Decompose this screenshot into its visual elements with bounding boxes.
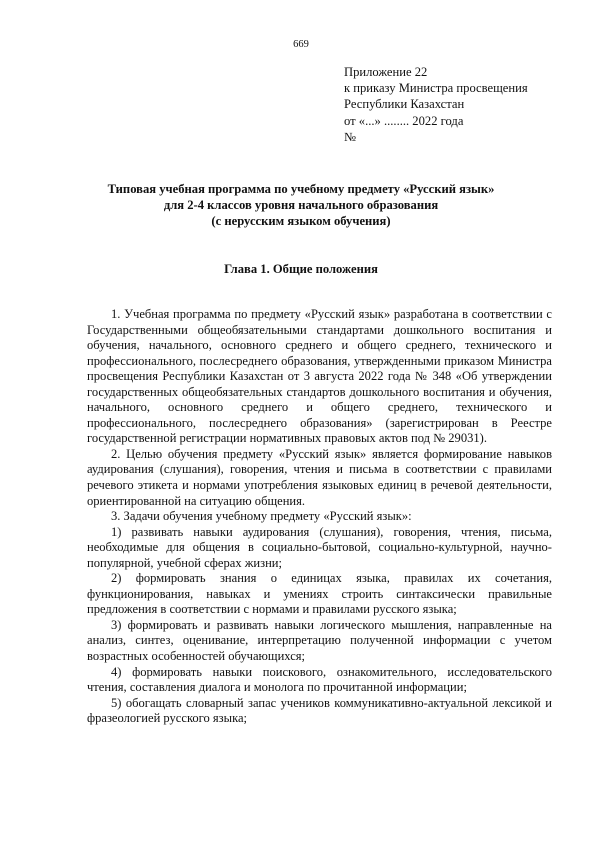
approval-line: Приложение 22 (344, 65, 428, 79)
paragraph: 1) развивать навыки аудирования (слушания), говорения, чтения, письма, необходимые для общения в социально-бытовой, социально-культурной, научно-популярной, учебной сферах жизни; (87, 524, 552, 570)
paragraph: 1. Учебная программа по предмету «Русский язык» разработана в соответствии с Государственными общеобязательными стандартами дошкольного воспитания и обучения, начального, основного среднего и общего среднего, технического и профессионального, послесреднего образования, утвержденными приказом Министра просвещения Республики Казахстан от 3 августа 2022 года № 348 «Об утверждении государственных общеобязательных стандартов дошкольного воспитания и обучения, начального, основного среднего и общего среднего, технического и профессионального, послесреднего образования» (зарегистрирован в Реестре государственной регистрации нормативных правовых актов под № 29031). (87, 307, 552, 446)
paragraph: 4) формировать навыки поискового, ознакомительного, исследовательского чтения, составления диалога и монолога по прочитанной информации; (87, 664, 552, 695)
approval-line: от «...» ........ 2022 года (344, 113, 464, 128)
paragraph: 2. Целью обучения предмету «Русский язык» является формирование навыков аудирования (слушания), говорения, чтения и письма в соответствии с правилами речевого этикета и нормами употребления языковых единиц в речевой деятельности, ориентированной на ситуацию общения. (87, 446, 552, 508)
approval-line: Республики Казахстан (344, 97, 465, 112)
document-body (87, 307, 552, 727)
title-line: (с нерусским языком обучения) (211, 214, 391, 228)
title-line: Типовая учебная программа по учебному предмету «Русский язык» (107, 182, 495, 196)
approval-line: № (344, 129, 357, 144)
chapter-title: Глава 1. Общие положения (224, 262, 378, 276)
approval-line: к приказу Министра просвещения (344, 81, 528, 96)
title-line: для 2-4 классов уровня начального образования (163, 198, 439, 212)
paragraph: 3. Задачи обучения учебному предмету «Русский язык»: (111, 509, 412, 524)
page-number: 669 (293, 39, 309, 50)
document-title (60, 181, 542, 229)
paragraph: 5) обогащать словарный запас учеников коммуникативно-актуальной лексикой и фразеологией русского языка; (87, 695, 552, 726)
paragraph: 2) формировать знания о единицах языка, правилах их сочетания, функционирования, навыках и умениях строить синтаксически правильные предложения в соответствии с нормами и правилами русского языка; (87, 571, 552, 617)
paragraph: 3) формировать и развивать навыки логического мышления, направленные на анализ, синтез, оценивание, интерпретацию полученной информации с учетом возрастных особенностей обучающихся; (87, 617, 552, 664)
approval-block (344, 64, 528, 145)
